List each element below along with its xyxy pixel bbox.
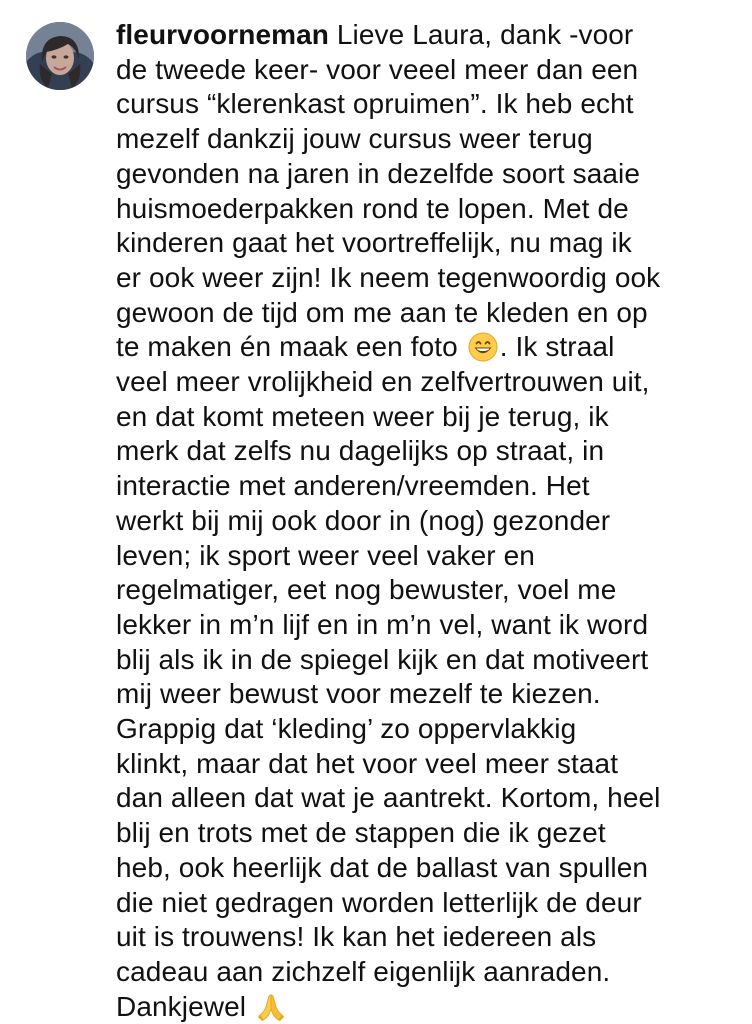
comment-first-line xyxy=(116,18,728,53)
comment-text-line: cadeau aan zichzelf eigenlijk aanraden. xyxy=(116,955,611,987)
comment-text-line: veel meer vrolijkheid en zelfvertrouwen uit, xyxy=(116,366,650,398)
avatar-photo-icon xyxy=(26,22,94,90)
comment-text-line: mij weer bewust voor mezelf te kiezen. xyxy=(116,678,601,710)
comment-text-line: lekker in m’n lijf en in m’n vel, want ik word xyxy=(116,608,649,640)
comment-text-line: leven; ik sport weer veel vaker en xyxy=(116,539,535,571)
folded-hands-icon xyxy=(256,992,286,1022)
comment-text-line: merk dat zelfs nu dagelijks op straat, in xyxy=(116,435,605,467)
comment-username[interactable]: fleurvoorneman xyxy=(116,19,329,50)
comment-text-line: blij en trots met de stappen die ik gezet xyxy=(116,817,606,849)
grinning-face-icon xyxy=(468,332,498,362)
comment-text-line: dan alleen dat wat je aantrekt. Kortom, heel xyxy=(116,782,661,814)
comment-text-line: de tweede keer- voor veeel meer dan een xyxy=(116,53,639,85)
comment-text-line: regelmatiger, eet nog bewuster, voel me xyxy=(116,574,617,606)
comment-text-segment: te maken én maak een foto xyxy=(116,331,466,363)
comment-text-line: heb, ook heerlijk dat de ballast van spullen xyxy=(116,851,649,883)
comment-text-line: er ook weer zijn! Ik neem tegenwoordig ook xyxy=(116,261,661,293)
comment-text-line: Lieve Laura, dank -voor xyxy=(329,19,634,50)
comment-last-line xyxy=(116,990,728,1024)
comment-text-line: kinderen gaat het voortreffelijk, nu mag ik xyxy=(116,227,632,259)
comment-emoji-line xyxy=(116,330,728,365)
comment-text-line: klinkt, maar dat het voor veel meer staat xyxy=(116,747,619,779)
avatar[interactable] xyxy=(26,22,94,90)
comment-text-line: gewoon de tijd om me aan te kleden en op xyxy=(116,296,648,328)
comment-text-line: cursus “klerenkast opruimen”. Ik heb echt xyxy=(116,88,634,120)
comment-text-line: werkt bij mij ook door in (nog) gezonder xyxy=(116,504,611,536)
comment-text-line: mezelf dankzij jouw cursus weer terug xyxy=(116,123,593,155)
comment-text-segment: . Ik straal xyxy=(499,331,615,363)
comment-text-line: en dat komt meteen weer bij je terug, ik xyxy=(116,400,609,432)
comment-text-segment: Dankjewel xyxy=(116,990,254,1022)
comment-text-line: huismoederpakken rond te lopen. Met de xyxy=(116,192,629,224)
comment-text-line: Grappig dat ‘kleding’ zo oppervlakkig xyxy=(116,713,577,745)
comment-text-line: die niet gedragen worden letterlijk de deur xyxy=(116,886,642,918)
comment-text xyxy=(116,18,728,1024)
comment-text-line: interactie met anderen/vreemden. Het xyxy=(116,470,590,502)
comment-text-line: uit is trouwens! Ik kan het iedereen als xyxy=(116,921,597,953)
comment-text-line: blij als ik in de spiegel kijk en dat motiveert xyxy=(116,643,649,675)
comment-text-line: gevonden na jaren in dezelfde soort saaie xyxy=(116,157,641,189)
